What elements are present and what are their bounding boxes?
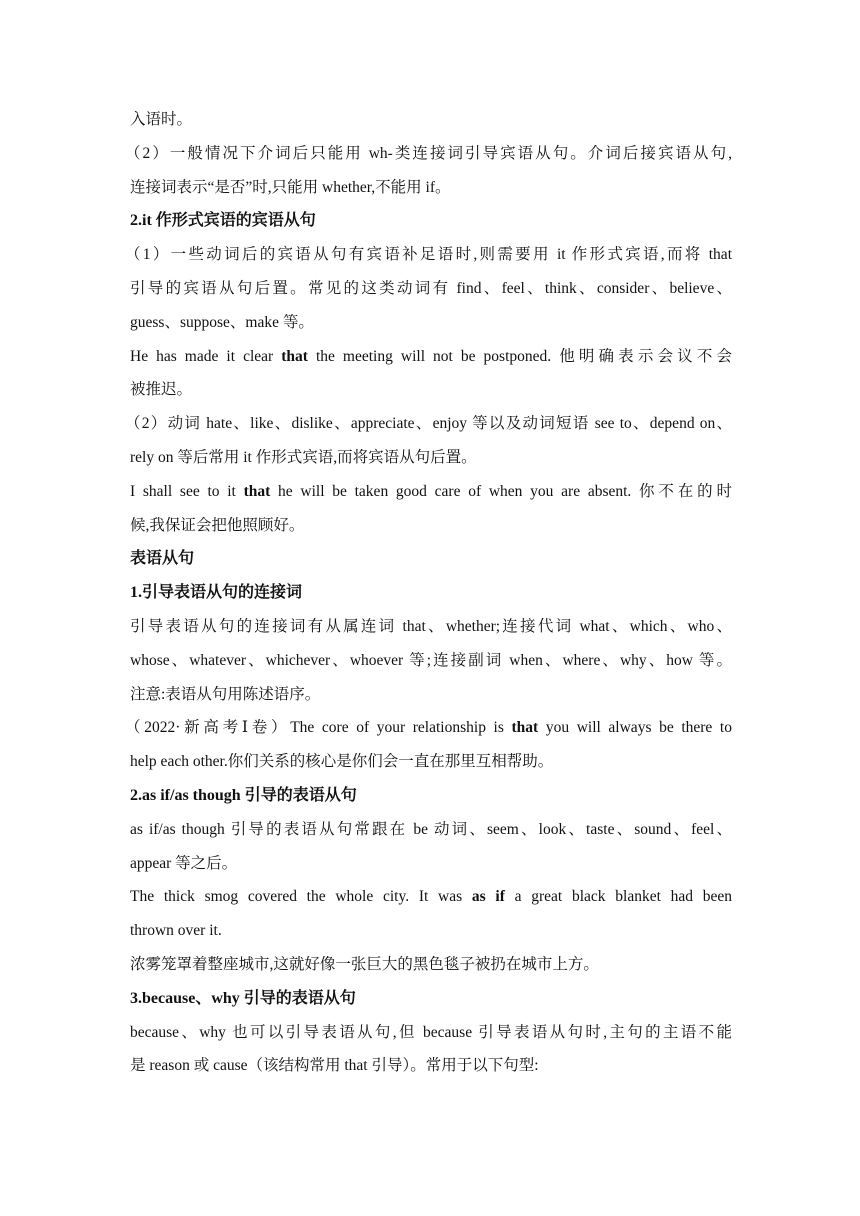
example-text: The thick smog covered the whole city. It was: [130, 888, 472, 906]
text-line: guess、suppose、make 等。: [130, 313, 314, 331]
text-line: rely on 等后常用 it 作形式宾语,而将宾语从句后置。: [130, 448, 477, 466]
text-line: 被推迟。: [130, 381, 193, 399]
document-page: [125, 103, 732, 1083]
text-line: 注意:表语从句用陈述语序。: [130, 685, 321, 703]
keyword: that: [281, 347, 308, 365]
section-heading: 2.as if/as though 引导的表语从句: [130, 786, 357, 804]
example-text: a great black blanket had been: [504, 888, 732, 906]
text-line: （2）一般情况下介词后只能用 wh-类连接词引导宾语从句。介词后接宾语从句,: [125, 144, 732, 162]
text-line: 是 reason 或 cause（该结构常用 that 引导）。常用于以下句型:: [130, 1057, 539, 1075]
example-text: the meeting will not be postponed. 他明确表示会议不会: [307, 347, 732, 365]
example-sentence: [130, 475, 732, 509]
keyword: that: [511, 719, 539, 737]
example-text: you will always be there to: [538, 719, 732, 737]
text-line: 入语时。: [130, 111, 193, 128]
text-line: 候,我保证会把他照顾好。: [130, 516, 305, 534]
text-line: thrown over it.: [130, 922, 222, 940]
text-line: 引导表语从句的连接词有从属连词 that、whether;连接代词 what、which、who、: [130, 617, 732, 635]
text-line: 引导的宾语从句后置。常见的这类动词有 find、feel、think、consider、believe、: [130, 279, 732, 297]
section-heading: 3.because、why 引导的表语从句: [130, 989, 356, 1007]
keyword: as if: [471, 888, 505, 906]
section-heading: 表语从句: [130, 550, 195, 568]
example-text: he will be taken good care of when you are absent. 你不在的时: [270, 482, 732, 500]
example-sentence: [125, 711, 732, 745]
text-line: （2）动词 hate、like、dislike、appreciate、enjoy 等以及动词短语 see to、depend on、: [125, 415, 732, 433]
text-line: as if/as though 引导的表语从句常跟在 be 动词、seem、look、taste、sound、feel、: [130, 820, 732, 838]
text-line: help each other.你们关系的核心是你们会一直在那里互相帮助。: [130, 753, 554, 771]
text-line: 连接词表示“是否”时,只能用 whether,不能用 if。: [130, 178, 451, 196]
text-line: 浓雾笼罩着整座城市,这就好像一张巨大的黑色毯子被扔在城市上方。: [130, 955, 599, 973]
example-text: He has made it clear: [130, 347, 282, 365]
example-sentence: [130, 340, 732, 374]
example-sentence: [130, 880, 732, 914]
keyword: that: [243, 482, 271, 500]
text-line: （1）一些动词后的宾语从句有宾语补足语时,则需要用 it 作形式宾语,而将 that: [125, 246, 732, 264]
text-line: whose、whatever、whichever、whoever 等;连接副词 when、where、why、how 等。: [130, 651, 732, 669]
section-heading: 1.引导表语从句的连接词: [130, 584, 303, 602]
section-heading: 2.it 作形式宾语的宾语从句: [130, 212, 316, 230]
text-line: appear 等之后。: [130, 854, 238, 872]
example-text: （2022·新高考Ⅰ卷）The core of your relationship is: [125, 719, 512, 737]
text-line: because、why 也可以引导表语从句,但 because 引导表语从句时,主句的主语不能: [130, 1023, 732, 1041]
example-text: I shall see to it: [130, 482, 244, 500]
